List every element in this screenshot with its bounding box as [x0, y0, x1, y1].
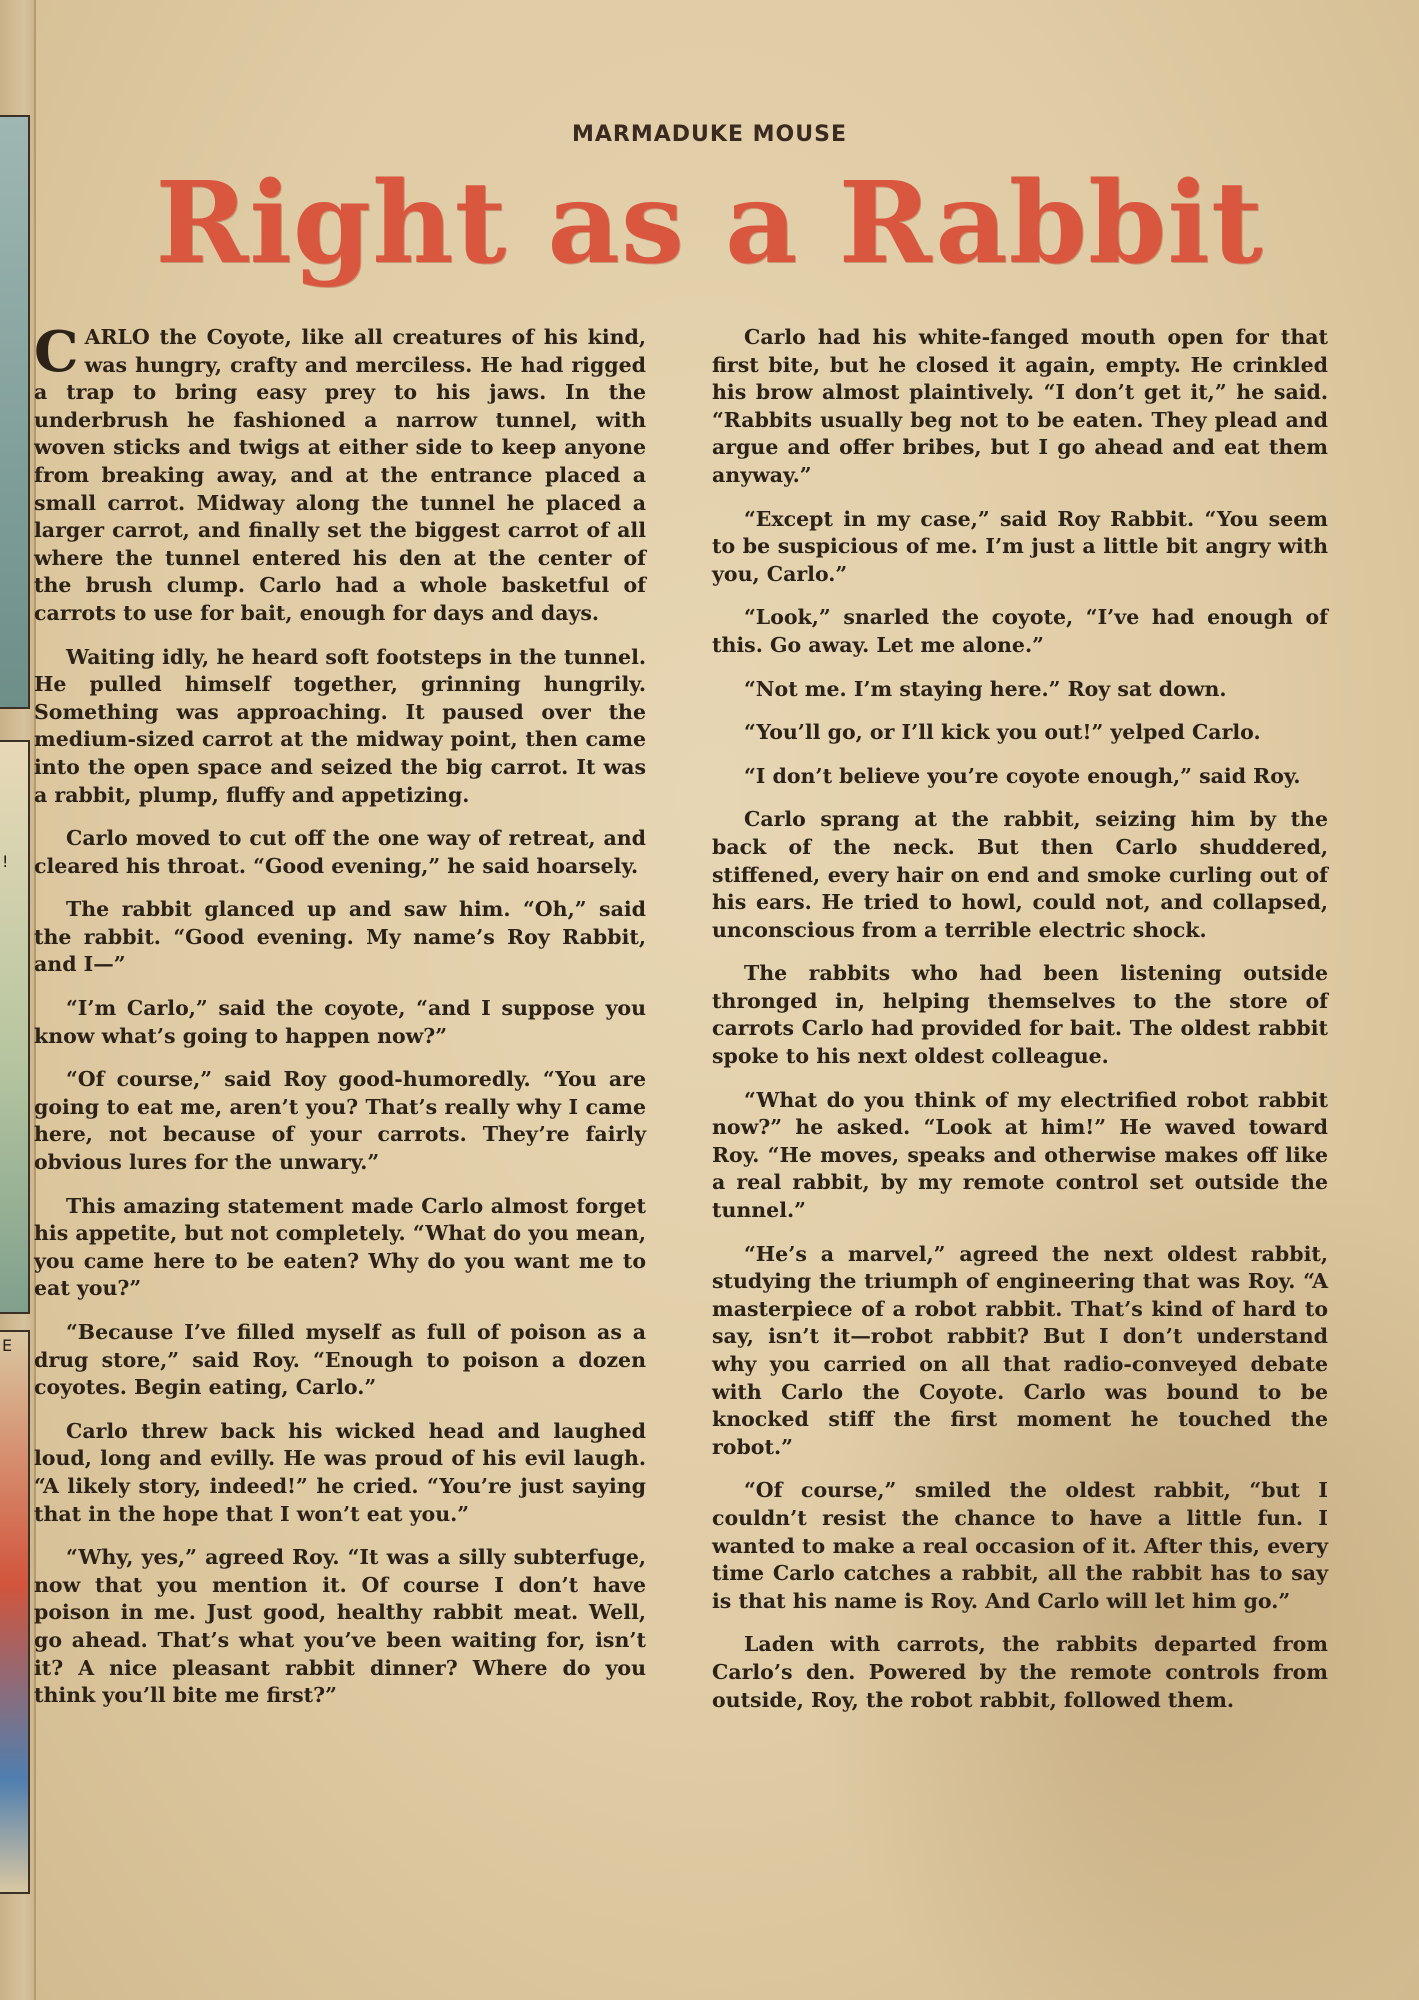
story-paragraph: “Look,” snarled the coyote, “I’ve had enough of this. Go away. Let me alone.” — [712, 605, 1328, 657]
first-word: ARLO — [84, 325, 150, 349]
story-paragraph: Carlo moved to cut off the one way of retreat, and cleared his throat. “Good evening,” he said hoarsely. — [34, 826, 646, 878]
gutter-panel-3 — [0, 1330, 30, 1894]
story-title: Right as a Rabbit — [155, 158, 1264, 289]
story-paragraph: Laden with carrots, the rabbits departed from Carlo’s den. Powered by the remote controls from outside, Roy, the robot rabbit, followed them. — [712, 1632, 1328, 1712]
story-paragraph: “Not me. I’m staying here.” Roy sat down. — [744, 676, 1227, 701]
story-paragraph: “What do you think of my electrified robot rabbit now?” he asked. “Look at him!” He waved toward Roy. “He moves, speaks and otherwise makes off like a real rabbit, by my remote control set outside the tunnel.” — [712, 1087, 1328, 1223]
story-paragraph: “I’m Carlo,” said the coyote, “and I suppose you know what’s going to happen now?” — [34, 996, 646, 1048]
story-paragraph: “I don’t believe you’re coyote enough,” said Roy. — [744, 763, 1301, 788]
gutter-letter: ! — [2, 852, 9, 871]
story-paragraph: The rabbits who had been listening outside thronged in, helping themselves to the store of carrots Carlo had provided for bait. The oldest rabbit spoke to his next oldest colleague. — [712, 961, 1328, 1069]
text-column-right — [712, 324, 1328, 1730]
story-paragraph: This amazing statement made Carlo almost forget his appetite, but not completely. “What do you mean, you came here to be eaten? Why do you want me to eat you?” — [34, 1193, 646, 1301]
story-paragraph: Waiting idly, he heard soft footsteps in the tunnel. He pulled himself together, grinning hungrily. Something was approaching. It paused over the medium-sized carrot at the midway point, then came into the open space and seized the big carrot. It was a rabbit, plump, fluffy and appetizing. — [34, 644, 646, 807]
story-paragraph: Carlo had his white-fanged mouth open for that first bite, but he closed it again, empty. He crinkled his brow almost plaintively. “I don’t get it,” he said. “Rabbits usually beg not to be eaten. They plead and argue and offer bribes, but I go ahead and eat them anyway.” — [712, 325, 1328, 487]
gutter-letter: E — [2, 1336, 13, 1355]
story-paragraph: “Except in my case,” said Roy Rabbit. “You seem to be suspicious of me. I’m just a little bit angry with you, Carlo.” — [712, 506, 1328, 586]
text-column-left — [34, 319, 646, 1726]
story-paragraph: “Of course,” said Roy good-humoredly. “You are going to eat me, aren’t you? That’s really why I came here, not because of your carrots. They’re fairly obvious lures for the unwary.” — [34, 1067, 646, 1175]
story-paragraph: “You’ll go, or I’ll kick you out!” yelped Carlo. — [744, 720, 1261, 745]
running-head: MARMADUKE MOUSE — [572, 122, 847, 147]
story-paragraph: The rabbit glanced up and saw him. “Oh,” said the rabbit. “Good evening. My name’s Roy Rabbit, and I—” — [34, 897, 646, 977]
story-paragraph: “Why, yes,” agreed Roy. “It was a silly subterfuge, now that you mention it. Of course I don’t have poison in me. Just good, healthy rabbit meat. Well, go ahead. That’s what you’ve been waiting for, isn’t it? A nice pleasant rabbit dinner? Where do you think you’ll bite me first?” — [34, 1545, 646, 1708]
story-paragraph: “He’s a marvel,” agreed the next oldest rabbit, studying the triumph of engineering that was Roy. “A masterpiece of a robot rabbit. That’s kind of hard to say, isn’t it—robot rabbit? But I don’t understand why you carried on all that radio-conveyed debate with Carlo the Coyote. Carlo was bound to be knocked stiff the first moment he touched the robot.” — [712, 1241, 1328, 1459]
story-paragraph: Carlo sprang at the rabbit, seizing him by the back of the neck. But then Carlo shuddered, stiffened, every hair on end and smoke curling out of his ears. He tried to howl, could not, and collapsed, unconscious from a terrible electric shock. — [712, 807, 1328, 942]
story-paragraph: Carlo threw back his wicked head and laughed loud, long and evilly. He was proud of his evil laugh. “A likely story, indeed!” he cried. “You’re just saying that in the hope that I won’t eat you.” — [34, 1418, 646, 1526]
left-gutter-previous-page — [0, 0, 36, 2000]
paragraph-text: the Coyote, like all creatures of his kind, was hungry, crafty and merciless. He had rigged a trap to bring easy prey to his jaws. In the underbrush he fashioned a narrow tunnel, with woven sticks and twigs at either side to keep anyone from breaking away, and at the entrance placed a small carrot. Midway along the tunnel he placed a larger carrot, and finally set the biggest carrot of all where the tunnel entered his den at the center of the brush clump. Carlo had a whole basketful of carrots to use for bait, enough for days and days. — [34, 325, 646, 625]
story-paragraph: “Because I’ve filled myself as full of poison as a drug store,” said Roy. “Enough to poison a dozen coyotes. Begin eating, Carlo.” — [34, 1320, 646, 1400]
story-paragraph: “Of course,” smiled the oldest rabbit, “but I couldn’t resist the chance to have a little fun. I wanted to make a real occasion of it. After this, every time Carlo catches a rabbit, all the rabbit has to say is that his name is Roy. And Carlo will let him go.” — [712, 1478, 1328, 1613]
drop-cap: C — [34, 319, 79, 385]
gutter-panel-2 — [0, 740, 30, 1314]
story-paragraph — [34, 319, 646, 628]
